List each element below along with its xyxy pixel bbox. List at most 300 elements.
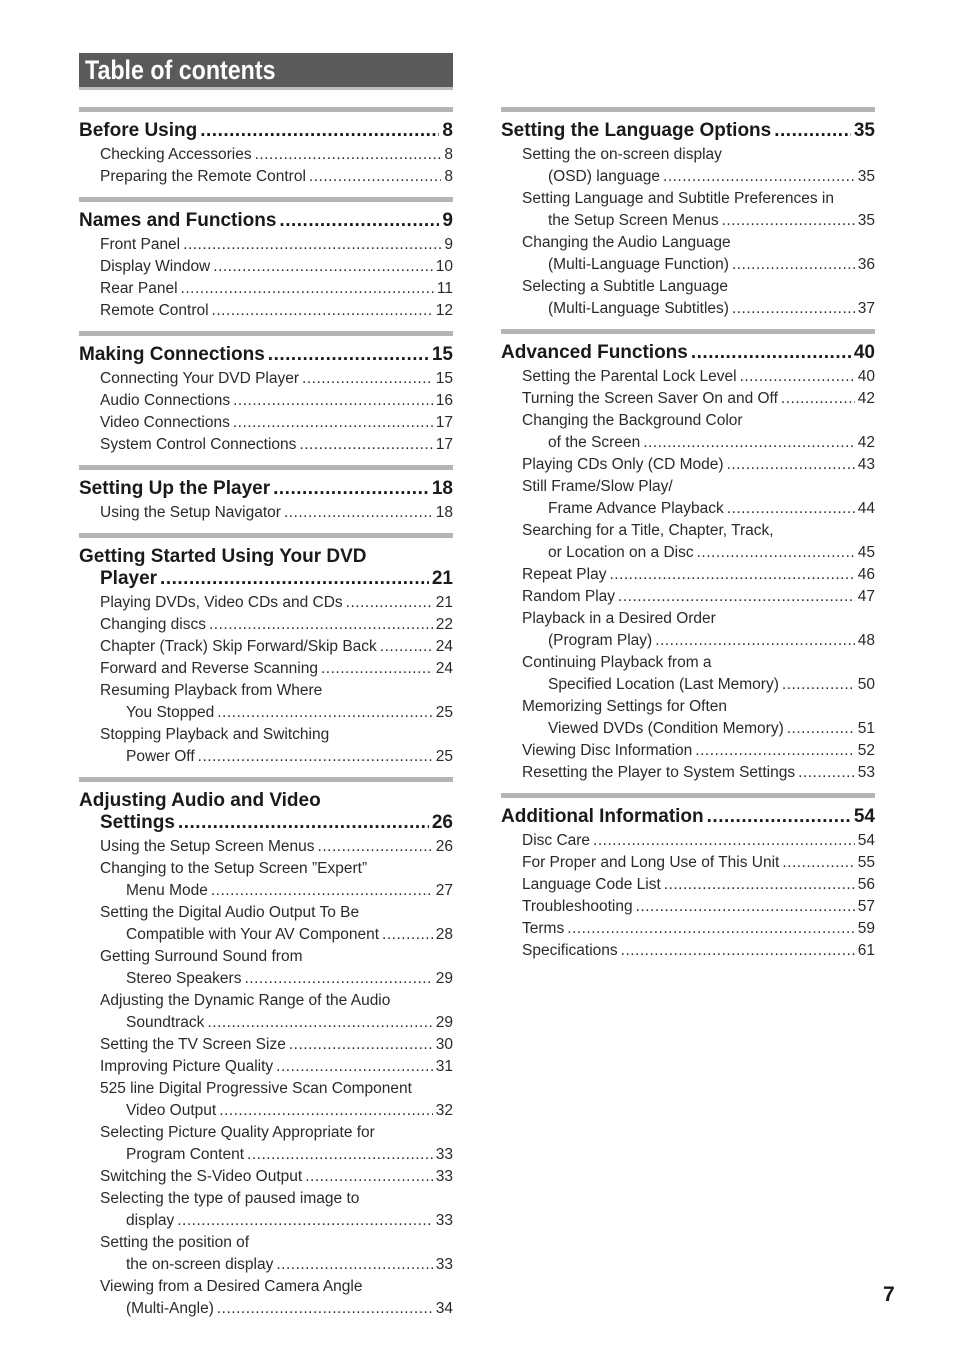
page-ref: 15 <box>435 370 453 387</box>
dot-leader <box>183 234 441 256</box>
dot-leader <box>782 674 855 696</box>
toc-entry-row <box>100 1012 453 1034</box>
toc-entry-line: Resuming Playback from Where <box>100 682 323 699</box>
page-ref: 18 <box>435 504 453 521</box>
toc-entry-line: Playback in a Desired Order <box>522 610 716 627</box>
toc-entry-row <box>100 636 453 658</box>
toc-section <box>501 107 875 329</box>
toc-entry-row <box>100 1210 453 1232</box>
dot-leader <box>273 478 429 500</box>
toc-entry-line: Memorizing Settings for Often <box>522 698 728 715</box>
toc-entry-row-text: display <box>126 1212 175 1229</box>
page-ref: 15 <box>431 344 453 365</box>
toc-entry-row <box>522 432 875 454</box>
page-ref: 8 <box>444 168 453 185</box>
toc-entry-row-text: Remote Control <box>100 302 209 319</box>
toc-items <box>79 836 453 1329</box>
toc-entry-row <box>522 298 875 320</box>
toc-entry <box>100 166 453 188</box>
toc-entry <box>100 368 453 390</box>
toc-entry-row-text: Switching the S-Video Output <box>100 1168 303 1185</box>
dot-leader <box>707 806 851 828</box>
dot-leader <box>618 586 855 608</box>
toc-entry-row <box>522 366 875 388</box>
toc-entry-line: Changing the Background Color <box>522 412 743 429</box>
toc-entry-line: Adjusting the Dynamic Range of the Audio <box>100 992 391 1009</box>
page-ref: 31 <box>435 1058 453 1075</box>
toc-entry-row-text: the Setup Screen Menus <box>548 212 719 229</box>
section-heading-entry-text: Before Using <box>79 120 198 141</box>
toc-entry-row-text: Improving Picture Quality <box>100 1058 274 1075</box>
section-heading-entry-text: Making Connections <box>79 344 265 365</box>
toc-entry-row <box>522 498 875 520</box>
toc-entry-line: Searching for a Title, Chapter, Track, <box>522 522 774 539</box>
toc-entry-row-text: Video Output <box>126 1102 217 1119</box>
toc-entry <box>100 434 453 456</box>
dot-leader <box>276 1056 433 1078</box>
page-ref: 40 <box>857 368 875 385</box>
toc-items <box>79 502 453 533</box>
section-heading-line: Adjusting Audio and Video <box>79 790 321 811</box>
toc-entry <box>100 636 453 658</box>
toc-entry-row <box>100 836 453 858</box>
toc-entry-row <box>100 390 453 412</box>
toc-entry-row-text: Repeat Play <box>522 566 607 583</box>
page-ref: 47 <box>857 588 875 605</box>
section-heading-entry-text: Names and Functions <box>79 210 277 231</box>
toc-right-column <box>501 107 875 971</box>
toc-section <box>79 107 453 197</box>
section-heading <box>79 112 453 144</box>
toc-entry-row-text: Resetting the Player to System Settings <box>522 764 796 781</box>
page-ref: 46 <box>857 566 875 583</box>
dot-leader <box>346 592 433 614</box>
toc-entry-row-text: (Multi-Language Function) <box>548 256 729 273</box>
page-ref: 56 <box>857 876 875 893</box>
toc-entry-row <box>100 166 453 188</box>
section-heading <box>79 336 453 368</box>
toc-entry-row <box>100 968 453 990</box>
dot-leader <box>302 368 433 390</box>
toc-entry <box>100 836 453 858</box>
toc-entry-row-text: Program Content <box>126 1146 245 1163</box>
toc-entry-row <box>522 388 875 410</box>
toc-entry-row-text: Chapter (Track) Skip Forward/Skip Back <box>100 638 377 655</box>
toc-entry-row-text: Disc Care <box>522 832 591 849</box>
page-ref: 61 <box>857 942 875 959</box>
page-ref: 26 <box>435 838 453 855</box>
toc-entry-row <box>522 630 875 652</box>
toc-entry-line: Still Frame/Slow Play/ <box>522 478 673 495</box>
dot-leader <box>305 1166 433 1188</box>
dot-leader <box>198 746 433 768</box>
page-ref: 10 <box>435 258 453 275</box>
section-heading <box>501 334 875 366</box>
toc-entry <box>522 608 875 652</box>
dot-leader <box>663 166 855 188</box>
toc-entry <box>100 1056 453 1078</box>
page-ref: 42 <box>857 390 875 407</box>
page-ref: 43 <box>857 456 875 473</box>
toc-entry-row <box>100 1254 453 1276</box>
page-ref: 59 <box>857 920 875 937</box>
toc-entry <box>100 990 453 1034</box>
dot-leader <box>255 144 442 166</box>
page-ref: 9 <box>442 210 453 231</box>
toc-entry-row <box>522 674 875 696</box>
toc-entry-row-text: Terms <box>522 920 565 937</box>
toc-entry-row <box>100 746 453 768</box>
toc-entry <box>522 896 875 918</box>
page-ref: 37 <box>857 300 875 317</box>
toc-entry-row <box>522 454 875 476</box>
toc-entry <box>100 412 453 434</box>
section-heading-entry-text: Setting Up the Player <box>79 478 271 499</box>
dot-leader <box>732 298 855 320</box>
dot-leader <box>200 120 439 142</box>
toc-entry-row-text: Turning the Screen Saver On and Off <box>522 390 778 407</box>
dot-leader <box>209 614 433 636</box>
page-ref: 35 <box>853 120 875 141</box>
toc-entry-row-text: (Multi-Language Subtitles) <box>548 300 729 317</box>
toc-entry-row <box>100 702 453 724</box>
page-ref: 16 <box>435 392 453 409</box>
dot-leader <box>798 762 855 784</box>
toc-entry-row <box>100 278 453 300</box>
dot-leader <box>655 630 855 652</box>
toc-entry-row-text: System Control Connections <box>100 436 297 453</box>
toc-entry-row <box>522 852 875 874</box>
toc-entry <box>522 276 875 320</box>
toc-entry-row <box>522 874 875 896</box>
dot-leader <box>217 702 433 724</box>
toc-section <box>79 331 453 465</box>
toc-entry-line: Getting Surround Sound from <box>100 948 303 965</box>
section-heading <box>501 112 875 144</box>
toc-entry-row <box>522 542 875 564</box>
toc-entry <box>522 696 875 740</box>
toc-entry-row-text: (Multi-Angle) <box>126 1300 214 1317</box>
dot-leader <box>279 210 439 232</box>
toc-entry-row-text: Playing DVDs, Video CDs and CDs <box>100 594 343 611</box>
toc-entry-row <box>522 210 875 232</box>
toc-entry <box>522 476 875 520</box>
toc-entry-row <box>100 368 453 390</box>
toc-entry <box>522 918 875 940</box>
page-ref: 57 <box>857 898 875 915</box>
section-heading <box>79 202 453 234</box>
toc-entry-row <box>522 718 875 740</box>
toc-entry-row <box>100 300 453 322</box>
toc-entry-row-text: Connecting Your DVD Player <box>100 370 300 387</box>
toc-entry-row-text: Front Panel <box>100 236 181 253</box>
toc-entry-row-text: Display Window <box>100 258 211 275</box>
page-ref: 17 <box>435 436 453 453</box>
toc-entry <box>100 1232 453 1276</box>
toc-entry <box>100 902 453 946</box>
toc-entry-row-text: Audio Connections <box>100 392 231 409</box>
toc-entry-row <box>100 1166 453 1188</box>
page-ref: 28 <box>435 926 453 943</box>
toc-entry-row <box>100 1144 453 1166</box>
toc-entry <box>522 852 875 874</box>
toc-entry-row-text: of the Screen <box>548 434 641 451</box>
dot-leader <box>217 1298 433 1320</box>
dot-leader <box>382 924 433 946</box>
toc-entry-line: Changing to the Setup Screen ”Expert” <box>100 860 368 877</box>
page-ref: 25 <box>435 704 453 721</box>
dot-leader <box>787 718 855 740</box>
page-ref: 32 <box>435 1102 453 1119</box>
toc-entry <box>522 940 875 962</box>
toc-entry-line: Stopping Playback and Switching <box>100 726 330 743</box>
toc-entry-row <box>100 1100 453 1122</box>
toc-entry-row <box>100 434 453 456</box>
toc-entry-row-text: Viewed DVDs (Condition Memory) <box>548 720 784 737</box>
page-ref: 33 <box>435 1212 453 1229</box>
toc-entry-row <box>522 166 875 188</box>
toc-section <box>79 533 453 777</box>
toc-items <box>79 368 453 465</box>
toc-entry-row-text: Soundtrack <box>126 1014 205 1031</box>
toc-entry <box>100 390 453 412</box>
toc-entry-line: Setting Language and Subtitle Preferences in <box>522 190 834 207</box>
toc-entry-line: Changing the Audio Language <box>522 234 731 251</box>
toc-entry <box>522 740 875 762</box>
toc-section <box>79 465 453 533</box>
dot-leader <box>289 1034 433 1056</box>
toc-entry-line: Setting the position of <box>100 1234 250 1251</box>
page-ref: 45 <box>857 544 875 561</box>
dot-leader <box>211 880 433 902</box>
page-ref: 50 <box>857 676 875 693</box>
title-bar <box>79 53 453 90</box>
page-ref: 42 <box>857 434 875 451</box>
dot-leader <box>213 256 432 278</box>
toc-entry <box>522 762 875 784</box>
page-ref: 54 <box>853 806 875 827</box>
toc-items <box>79 592 453 777</box>
toc-entry-row-text: Stereo Speakers <box>126 970 242 987</box>
section-heading-entry-text: Setting the Language Options <box>501 120 772 141</box>
toc-entry-row <box>100 256 453 278</box>
dot-leader <box>567 918 855 940</box>
section-heading-entry <box>79 812 453 834</box>
toc-entry-row-text: Power Off <box>126 748 195 765</box>
toc-entry <box>522 454 875 476</box>
section-heading-entry <box>79 478 453 500</box>
dot-leader <box>276 1254 432 1276</box>
page-ref: 22 <box>435 616 453 633</box>
section-heading-entry <box>79 120 453 142</box>
page-ref: 18 <box>431 478 453 499</box>
section-heading-entry <box>501 806 875 828</box>
toc-entry-row <box>100 502 453 524</box>
page-ref: 24 <box>435 638 453 655</box>
toc-entry-row-text: Video Connections <box>100 414 230 431</box>
page-ref: 48 <box>857 632 875 649</box>
page-ref: 24 <box>435 660 453 677</box>
dot-leader <box>740 366 855 388</box>
toc-section <box>501 793 875 971</box>
dot-leader <box>727 498 855 520</box>
toc-entry-row-text: Language Code List <box>522 876 661 893</box>
toc-entry <box>522 564 875 586</box>
toc-entry <box>100 614 453 636</box>
page-ref: 44 <box>857 500 875 517</box>
toc-entry <box>522 388 875 410</box>
toc-entry <box>100 1122 453 1166</box>
section-heading-entry <box>79 210 453 232</box>
section-heading <box>79 470 453 502</box>
section-heading <box>79 538 453 592</box>
section-heading <box>501 798 875 830</box>
page-ref: 33 <box>435 1168 453 1185</box>
toc-entry <box>522 874 875 896</box>
dot-leader <box>774 120 851 142</box>
page-ref: 33 <box>435 1256 453 1273</box>
toc-entry-line: Selecting Picture Quality Appropriate for <box>100 1124 375 1141</box>
page-ref: 8 <box>444 146 453 163</box>
page-ref: 34 <box>435 1300 453 1317</box>
toc-entry <box>522 410 875 454</box>
page-ref: 9 <box>444 236 453 253</box>
toc-entry-row <box>522 564 875 586</box>
section-heading-entry-text: Additional Information <box>501 806 704 827</box>
toc-entry <box>522 144 875 188</box>
toc-entry <box>100 256 453 278</box>
toc-entry-row <box>522 762 875 784</box>
toc-entry-line: Setting the Digital Audio Output To Be <box>100 904 360 921</box>
toc-entry-row-text: You Stopped <box>126 704 215 721</box>
toc-section <box>79 777 453 1329</box>
toc-section <box>79 197 453 331</box>
section-heading <box>79 782 453 836</box>
toc-entry-row-text: For Proper and Long Use of This Unit <box>522 854 780 871</box>
dot-leader <box>697 542 855 564</box>
toc-entry-row <box>100 412 453 434</box>
toc-entry-row <box>522 740 875 762</box>
toc-entry-row <box>100 614 453 636</box>
toc-entry <box>522 366 875 388</box>
toc-entry <box>522 520 875 564</box>
toc-entry <box>100 300 453 322</box>
toc-entry-row-text: Setting the Parental Lock Level <box>522 368 737 385</box>
toc-entry-row <box>522 918 875 940</box>
toc-entry <box>100 680 453 724</box>
dot-leader <box>782 852 854 874</box>
toc-entry <box>522 830 875 852</box>
toc-entry-row <box>522 830 875 852</box>
page-number: 7 <box>883 1283 895 1306</box>
dot-leader <box>177 1210 433 1232</box>
toc-entry-row-text: Forward and Reverse Scanning <box>100 660 318 677</box>
toc-entry <box>100 1078 453 1122</box>
page-ref: 29 <box>435 970 453 987</box>
page-ref: 26 <box>431 812 453 833</box>
toc-entry-row-text: Playing CDs Only (CD Mode) <box>522 456 724 473</box>
toc-entry-row-text: Troubleshooting <box>522 898 633 915</box>
dot-leader <box>207 1012 432 1034</box>
toc-entry-row <box>100 1056 453 1078</box>
toc-items <box>501 144 875 329</box>
toc-entry-row <box>522 586 875 608</box>
toc-entry-row <box>100 658 453 680</box>
toc-entry-line: Selecting the type of paused image to <box>100 1190 360 1207</box>
page-ref: 11 <box>436 280 453 297</box>
dot-leader <box>691 342 851 364</box>
section-heading-entry-text: Player <box>100 568 158 589</box>
section-heading-line: Getting Started Using Your DVD <box>79 546 367 567</box>
toc-section <box>501 329 875 793</box>
toc-entry-line: Setting the on-screen display <box>522 146 722 163</box>
dot-leader <box>219 1100 433 1122</box>
dot-leader <box>722 210 855 232</box>
dot-leader <box>318 836 433 858</box>
toc-entry-row <box>100 880 453 902</box>
dot-leader <box>309 166 441 188</box>
dot-leader <box>247 1144 433 1166</box>
dot-leader <box>299 434 432 456</box>
dot-leader <box>212 300 433 322</box>
toc-entry <box>522 232 875 276</box>
toc-entry-row-text: Changing discs <box>100 616 206 633</box>
section-heading-entry <box>501 120 875 142</box>
page-ref: 53 <box>857 764 875 781</box>
toc-entry-row-text: Viewing Disc Information <box>522 742 693 759</box>
toc-entry <box>100 858 453 902</box>
page-title: Table of contents <box>85 55 276 85</box>
dot-leader <box>643 432 855 454</box>
page-ref: 25 <box>435 748 453 765</box>
toc-entry <box>522 188 875 232</box>
page-ref: 36 <box>857 256 875 273</box>
dot-leader <box>636 896 855 918</box>
toc-entry-line: Selecting a Subtitle Language <box>522 278 728 295</box>
toc-entry-row-text: Specified Location (Last Memory) <box>548 676 779 693</box>
page-ref: 40 <box>853 342 875 363</box>
page-ref: 17 <box>435 414 453 431</box>
toc-items <box>501 830 875 971</box>
toc-entry <box>100 1034 453 1056</box>
page-ref: 52 <box>857 742 875 759</box>
dot-leader <box>727 454 855 476</box>
toc-entry-row-text: Specifications <box>522 942 618 959</box>
toc-left-column <box>79 107 453 1329</box>
toc-entry-row-text: Preparing the Remote Control <box>100 168 306 185</box>
toc-entry-row-text: Rear Panel <box>100 280 178 297</box>
dot-leader <box>284 502 433 524</box>
toc-entry <box>100 502 453 524</box>
toc-entry-row-text: Compatible with Your AV Component <box>126 926 380 943</box>
page-ref: 51 <box>857 720 875 737</box>
toc-entry-row-text: the on-screen display <box>126 1256 274 1273</box>
dot-leader <box>244 968 432 990</box>
toc-entry <box>522 652 875 696</box>
toc-entry-row <box>100 592 453 614</box>
page-ref: 8 <box>442 120 453 141</box>
page-ref: 29 <box>435 1014 453 1031</box>
page-ref: 35 <box>857 168 875 185</box>
dot-leader <box>181 278 434 300</box>
toc-entry-row-text: Random Play <box>522 588 616 605</box>
toc-entry <box>100 946 453 990</box>
section-heading-entry-text: Settings <box>100 812 175 833</box>
page-ref: 21 <box>431 568 453 589</box>
dot-leader <box>160 568 429 590</box>
toc-entry-row <box>522 254 875 276</box>
dot-leader <box>321 658 433 680</box>
